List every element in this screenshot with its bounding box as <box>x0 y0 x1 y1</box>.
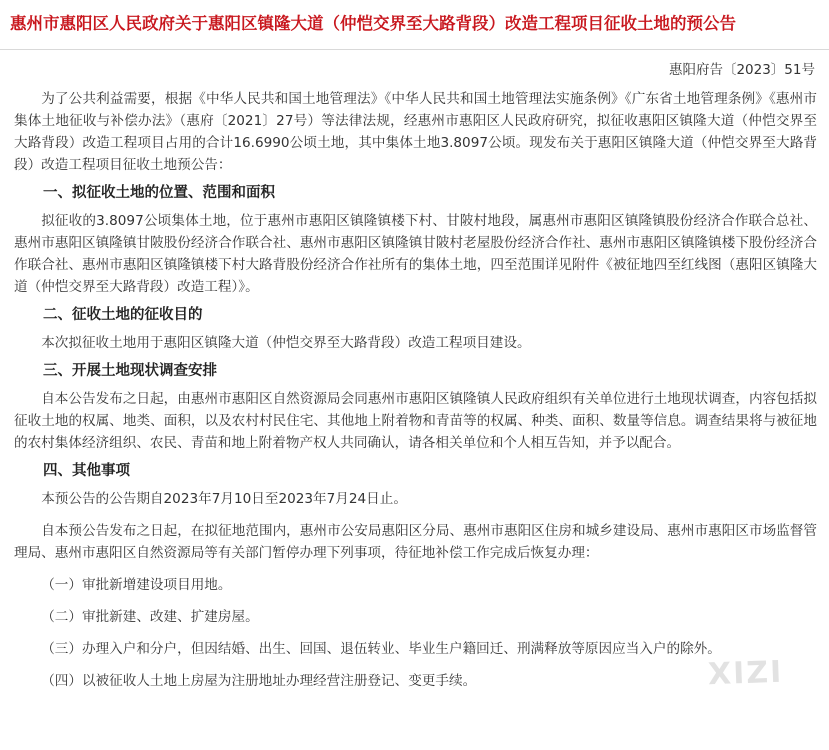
section-3-heading: 三、开展土地现状调查安排 <box>43 363 217 379</box>
restriction-item: （一）审批新增建设项目用地。 <box>41 577 232 593</box>
section-2-heading: 二、征收土地的征收目的 <box>43 307 203 323</box>
section-1-heading: 一、拟征收土地的位置、范围和面积 <box>43 185 275 201</box>
document-number: 惠阳府告〔2023〕51号 <box>668 62 815 78</box>
section-2-paragraph: 本次拟征收土地用于惠阳区镇隆大道（仲恺交界至大路背段）改造工程项目建设。 <box>41 335 531 351</box>
section-4-heading: 四、其他事项 <box>43 463 130 479</box>
site-watermark: XIZI <box>707 654 784 693</box>
restriction-item: （四）以被征收人土地上房屋为注册地址办理经营注册登记、变更手续。 <box>41 673 477 689</box>
restriction-item: （二）审批新建、改建、扩建房屋。 <box>41 609 259 625</box>
restriction-item: （三）办理入户和分户，但因结婚、出生、回国、退伍转业、毕业生户籍回迁、刑满释放等原因应当入户的除外。 <box>41 641 721 657</box>
page-title: 惠州市惠阳区人民政府关于惠阳区镇隆大道（仲恺交界至大路背段）改造工程项目征收土地的预公告 <box>10 14 736 33</box>
section-1-paragraph: 拟征收的3.8097公顷集体土地，位于惠州市惠阳区镇隆镇楼下村、甘陂村地段，属惠州市惠阳区镇隆镇股份经济合作联合总社、惠州市惠阳区镇隆镇甘陂股份经济合作联合社、惠州市惠阳区镇隆镇甘陂村老屋股份经济合作社、惠州市惠阳区镇隆镇楼下股份经济合作联合社、惠州市惠阳区镇隆镇楼下村大路背股份经济合作社所有的集体土地，四至范围详见附件《被征地四至红线图（惠阳区镇隆大道（仲恺交界至大路背段）改造工程）》。 <box>14 213 817 295</box>
intro-paragraph: 为了公共利益需要，根据《中华人民共和国土地管理法》《中华人民共和国土地管理法实施条例》《广东省土地管理条例》《惠州市集体土地征收与补偿办法》（惠府〔2021〕27号）等法律法规，经惠州市惠阳区人民政府研究，拟征收惠阳区镇隆大道（仲恺交界至大路背段）改造工程项目占用的合计16.6990公顷土地，其中集体土地3.8097公顷。现发布关于惠阳区镇隆大道（仲恺交界至大路背段）改造工程项目征收土地预公告： <box>14 91 817 173</box>
title-bar <box>0 0 829 50</box>
restriction-intro: 自本预公告发布之日起，在拟征地范围内，惠州市公安局惠阳区分局、惠州市惠阳区住房和城乡建设局、惠州市惠阳区市场监督管理局、惠州市惠阳区自然资源局等有关部门暂停办理下列事项，待征地补偿工作完成后恢复办理： <box>14 523 817 561</box>
article-body <box>14 88 817 692</box>
announcement-period: 本预公告的公告期自2023年7月10日至2023年7月24日止。 <box>41 491 407 507</box>
section-3-paragraph: 自本公告发布之日起，由惠州市惠阳区自然资源局会同惠州市惠阳区镇隆镇人民政府组织有关单位进行土地现状调查，内容包括拟征收土地的权属、地类、面积，以及农村村民住宅、其他地上附着物和青苗等的权属、种类、面积、数量等信息。调查结果将与被征地的农村集体经济组织、农民、青苗和地上附着物产权人共同确认，请各相关单位和个人相互告知，并予以配合。 <box>14 391 817 451</box>
